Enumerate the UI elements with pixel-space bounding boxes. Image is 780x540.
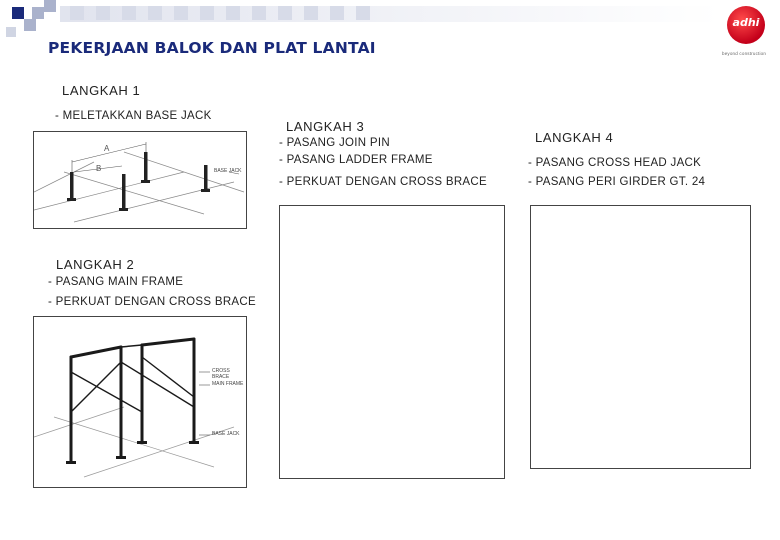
step2-heading: LANGKAH 2 [56,257,135,272]
base-jack-layout-drawing [34,132,246,228]
label-b: B [96,164,102,173]
company-logo [727,6,765,44]
header-decoration [0,0,780,40]
logo-tagline: beyond construction [722,51,767,56]
step3-item-3: - PERKUAT DENGAN CROSS BRACE [279,176,487,188]
logo-text: adhi [732,16,760,29]
step3-heading: LANGKAH 3 [286,119,365,134]
label-base-jack: BASE JACK [214,168,242,174]
step2-item-1: - PASANG MAIN FRAME [48,276,184,288]
main-frame-drawing [34,317,246,487]
step3-item-1: - PASANG JOIN PIN [279,137,390,149]
step4-image-placeholder [530,205,751,469]
step2-item-2: - PERKUAT DENGAN CROSS BRACE [48,296,256,308]
label-main-frame: MAIN FRAME [212,381,244,387]
label-a: A [104,144,110,153]
step3-item-2: - PASANG LADDER FRAME [279,154,433,166]
label-cross-brace: CROSS BRACE [212,368,230,380]
step4-item-2: - PASANG PERI GIRDER GT. 24 [528,176,706,188]
step1-diagram [33,131,247,229]
step2-diagram [33,316,247,488]
step1-item-1: - MELETAKKAN BASE JACK [55,110,212,122]
label-base-jack-2: BASE JACK [212,431,240,437]
page-title: PEKERJAAN BALOK DAN PLAT LANTAI [48,39,376,57]
step4-heading: LANGKAH 4 [535,130,614,145]
step3-image-placeholder [279,205,505,479]
step1-heading: LANGKAH 1 [62,83,141,98]
step4-item-1: - PASANG CROSS HEAD JACK [528,157,702,169]
